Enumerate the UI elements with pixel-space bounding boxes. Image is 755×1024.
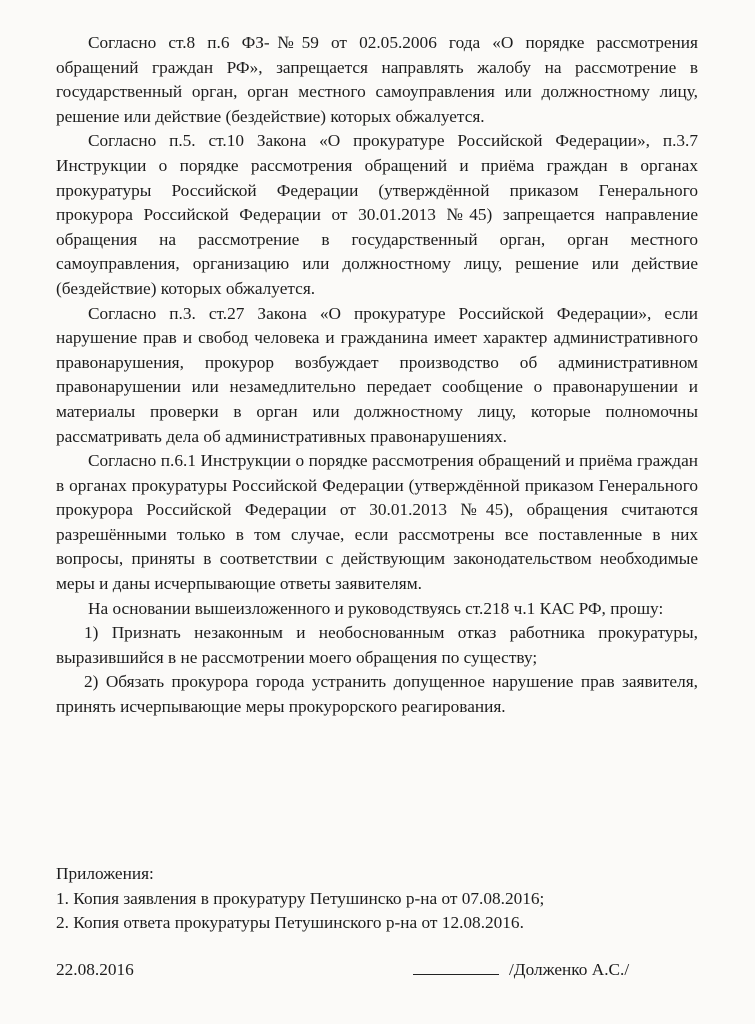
paragraph-request-intro: На основании вышеизложенного и руководствуясь ст.218 ч.1 КАС РФ, прошу:: [88, 598, 664, 618]
request-item-1: 1) Признать незаконным и необоснованным отказ работника прокуратуры, выразившийся в не рассмотрении моего обращения по существу;: [56, 623, 698, 667]
paragraph-prosecutor-law-art10: Согласно п.5. ст.10 Закона «О прокуратуре Российской Федерации», п.3.7 Инструкции о порядке рассмотрения обращений и приёма граждан в органах прокуратуры Российской Федерации (утверждённой приказом Генерального прокурора Российской Федерации от 30.01.2013 №45) запрещается направление обращения на рассмотрение в государственный орган, орган местного самоуправления, организацию или должностному лицу, решение или действие (бездействие) которых обжалуется.: [56, 131, 698, 298]
request-item-2: 2) Обязать прокурора города устранить допущенное нарушение прав заявителя, принять исчерпывающие меры прокурорского реагирования.: [56, 672, 698, 717]
signature-name: /Долженко А.С./: [509, 960, 630, 979]
attachment-item: 1. Копия заявления в прокуратуру Петушинско р-на от 07.08.2016;: [56, 888, 545, 908]
document-date: 22.08.2016: [56, 960, 134, 979]
paragraph-law-59: Согласно ст.8 п.6 ФЗ-№59 от 02.05.2006 года «О порядке рассмотрения обращений граждан РФ», запрещается направлять жалобу на рассмотрение в государственный орган, орган местного самоуправления или должностному лицу, решение или действие (бездействие) которых обжалуется.: [56, 33, 698, 126]
attachment-item: 2. Копия ответа прокуратуры Петушинского р-на от 12.08.2016.: [56, 913, 524, 933]
signature-block: [413, 960, 629, 980]
paragraph-instruction-6-1: Согласно п.6.1 Инструкции о порядке рассмотрения обращений и приёма граждан в органах прокуратуры Российской Федерации (утверждённой приказом Генерального прокурора Российской Федерации от 30.01.2013 №45), обращения считаются разрешёнными только в том случае, если рассмотрены все поставленные в них вопросы, приняты в соответствии с действующим законодательством необходимые меры и даны исчерпывающие ответы заявителям.: [56, 451, 698, 594]
signature-line: [413, 960, 499, 975]
paragraph-prosecutor-law-art27: Согласно п.3. ст.27 Закона «О прокуратуре Российской Федерации», если нарушение прав и свобод человека и гражданина имеет характер административного правонарушения, прокурор возбуждает производство об административном правонарушении или незамедлительно передает сообщение о правонарушении и материалы проверки в орган или должностному лицу, которые полномочны рассматривать дела об административных правонарушениях.: [56, 303, 698, 446]
attachments-section: [56, 862, 698, 936]
attachments-heading: Приложения:: [56, 864, 154, 883]
document-body: [56, 31, 698, 720]
